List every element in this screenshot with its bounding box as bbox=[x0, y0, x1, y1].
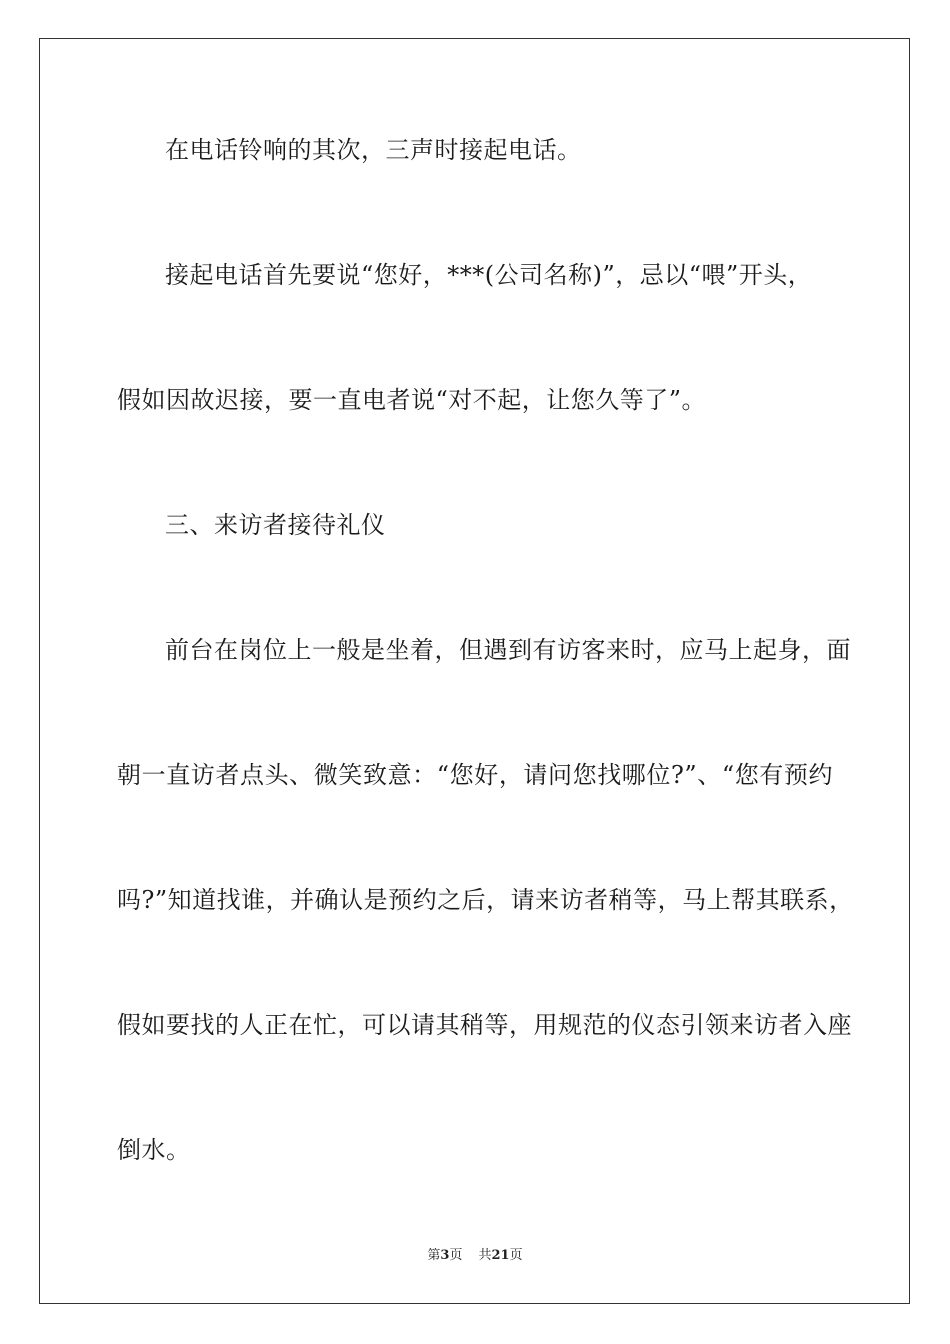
paragraph-line-6: 朝一直访者点头、微笑致意：“您好，请问您找哪位?”、“您有预约 bbox=[117, 761, 833, 789]
section-heading: 三、来访者接待礼仪 bbox=[165, 511, 386, 539]
page-footer bbox=[0, 1248, 950, 1264]
page-number: 3 bbox=[440, 1248, 450, 1263]
page-prefix: 第 bbox=[427, 1248, 441, 1263]
total-suffix: 页 bbox=[509, 1248, 523, 1263]
paragraph-line-8: 假如要找的人正在忙，可以请其稍等，用规范的仪态引领来访者入座 bbox=[117, 1011, 852, 1039]
page-border bbox=[39, 38, 910, 1304]
total-pages: 21 bbox=[491, 1248, 510, 1263]
page-suffix: 页 bbox=[449, 1248, 463, 1263]
total-prefix: 共 bbox=[478, 1248, 492, 1263]
paragraph-line-9: 倒水。 bbox=[117, 1136, 191, 1164]
paragraph-line-5: 前台在岗位上一般是坐着，但遇到有访客来时，应马上起身，面 bbox=[165, 636, 851, 664]
paragraph-line-7: 吗?”知道找谁，并确认是预约之后，请来访者稍等，马上帮其联系， bbox=[117, 886, 854, 914]
paragraph-line-3: 假如因故迟接，要一直电者说“对不起，让您久等了”。 bbox=[117, 386, 707, 414]
paragraph-line-2: 接起电话首先要说“您好，***(公司名称)”，忌以“喂”开头， bbox=[165, 261, 813, 289]
paragraph-line-1: 在电话铃响的其次，三声时接起电话。 bbox=[165, 136, 582, 164]
